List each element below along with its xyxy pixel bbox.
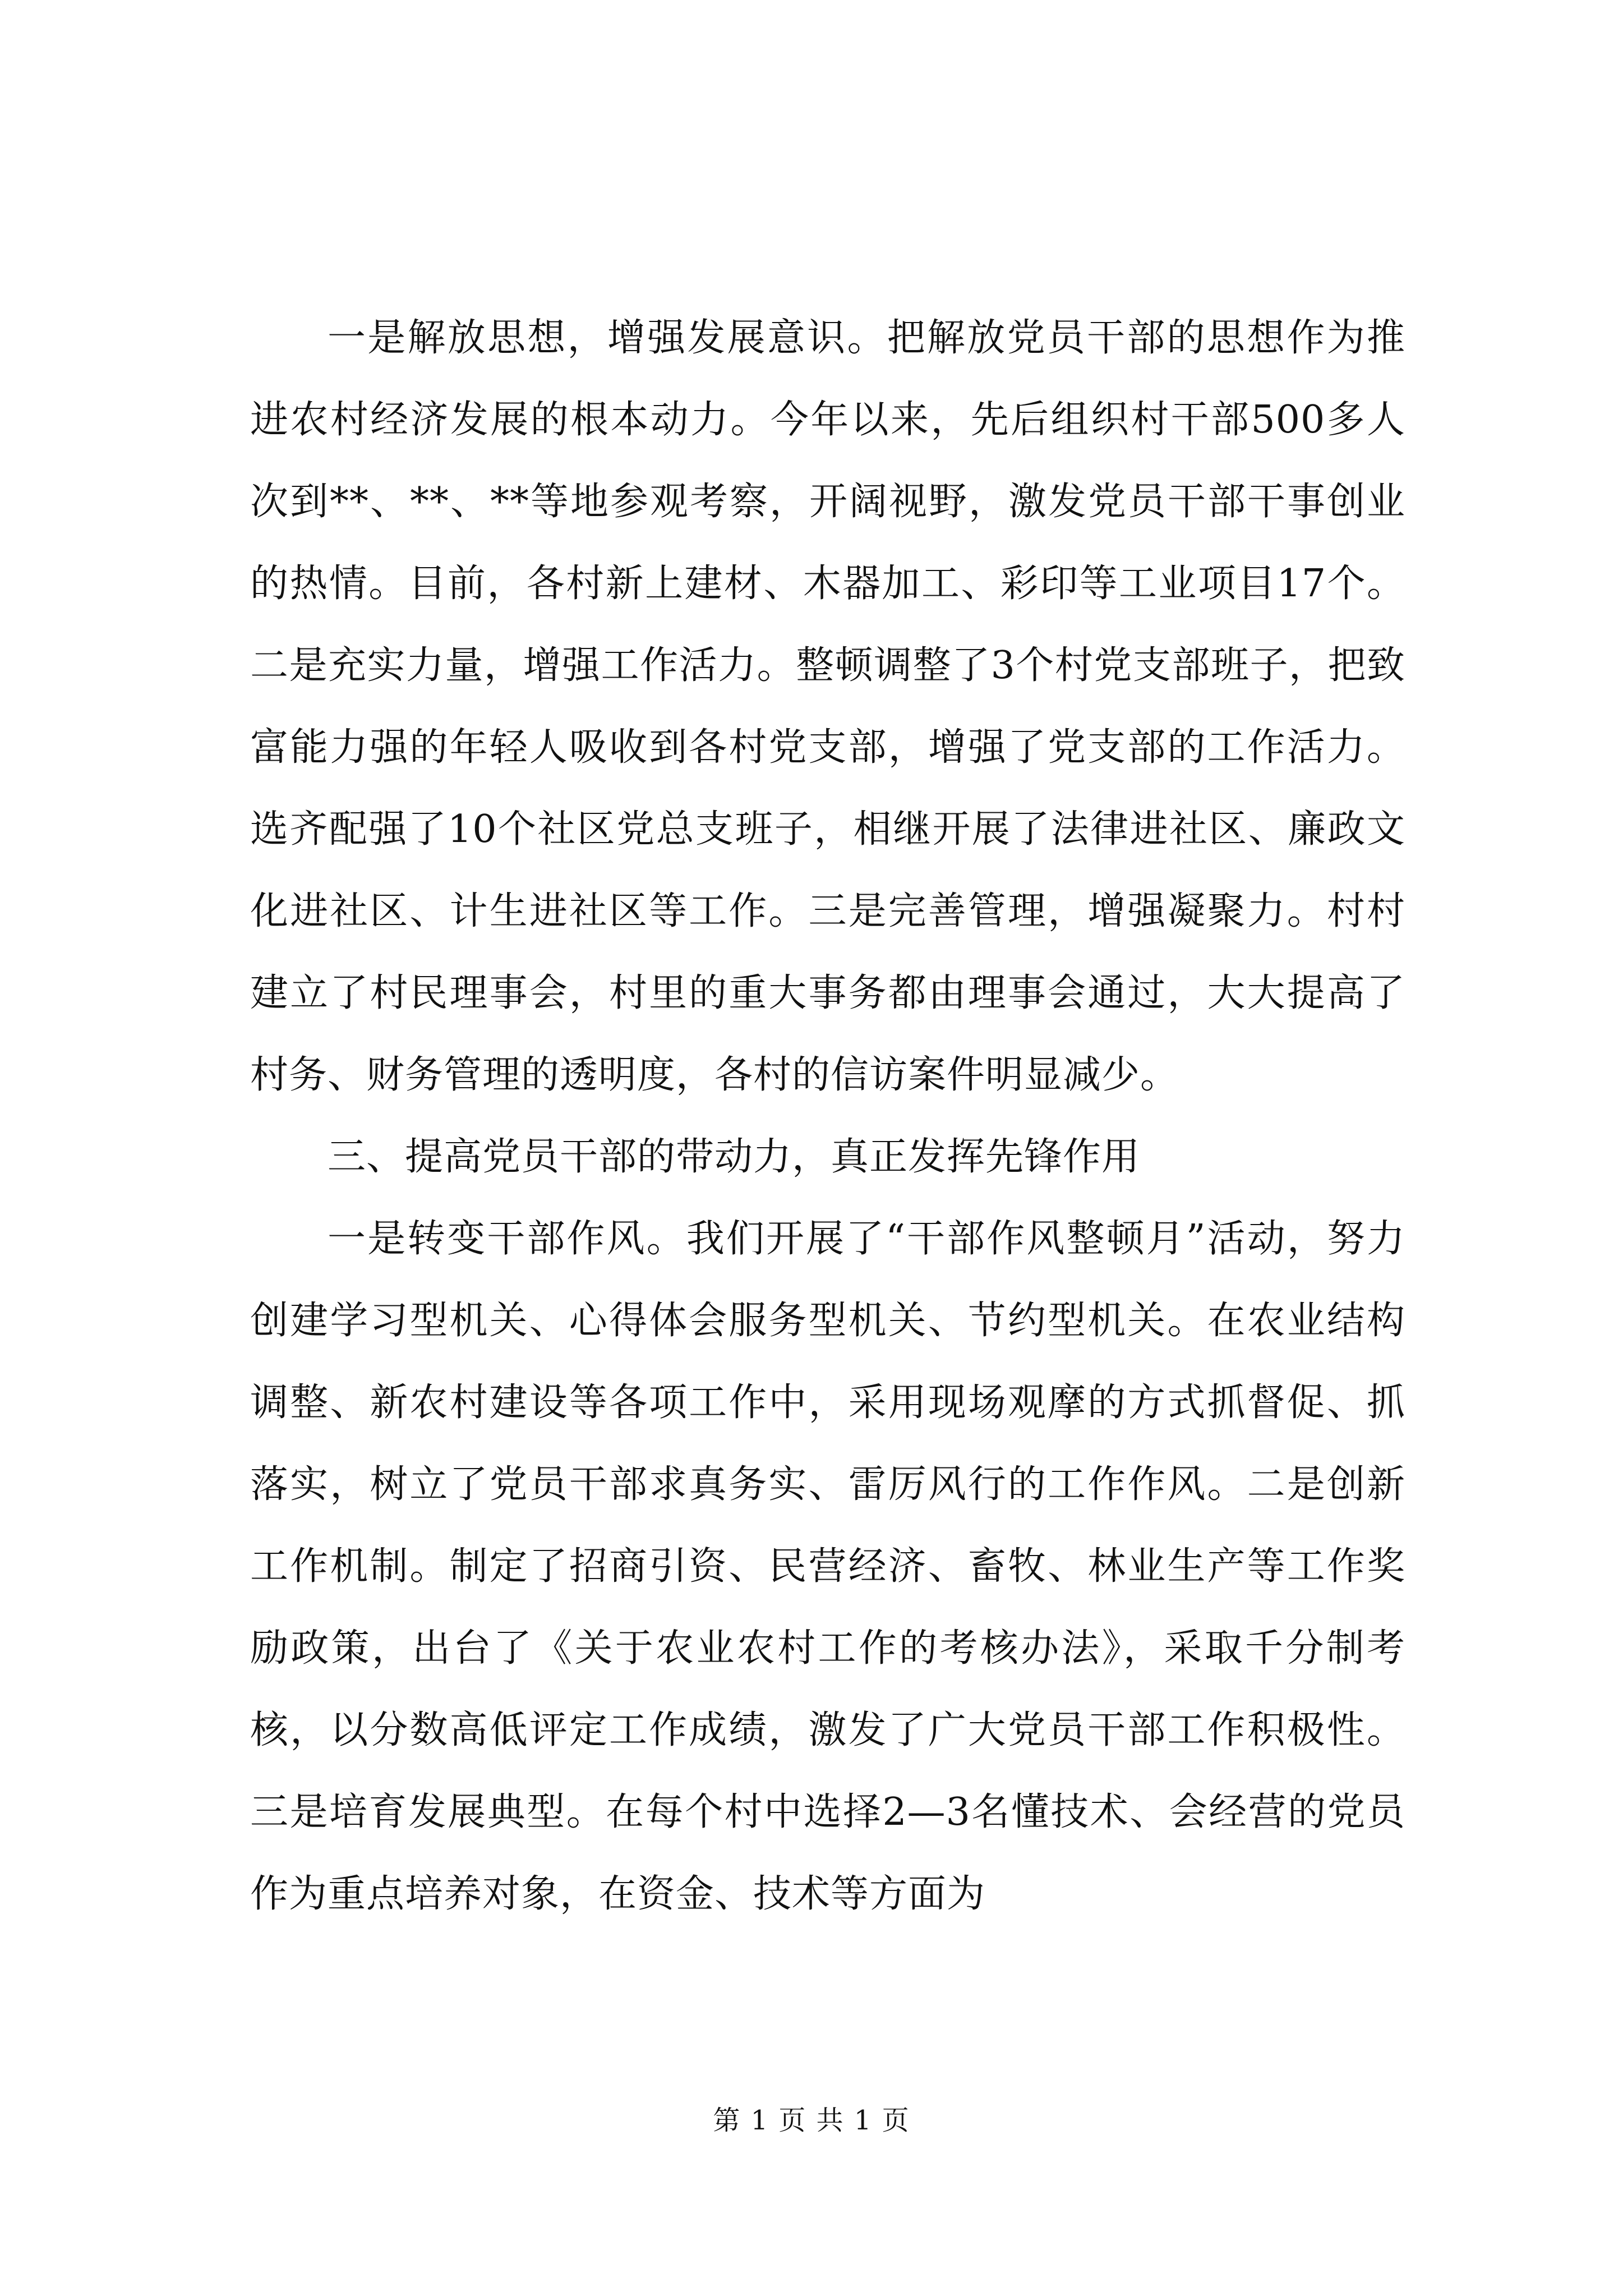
document-body (250, 297, 1405, 1935)
section-heading-three: 三、提高党员干部的带动力，真正发挥先锋作用 (328, 1135, 1141, 1179)
page-number-footer: 第 1 页 共 1 页 (713, 2105, 910, 2136)
paragraph-organization-measures: 一是解放思想，增强发展意识。把解放党员干部的思想作为推进农村经济发展的根本动力。今年以来，先后组织村干部500多人次到**、**、**等地参观考察，开阔视野，激发党员干部干事创业的热情。目前，各村新上建材、木器加工、彩印等工业项目17个。二是充实力量，增强工作活力。整顿调整了3个村党支部班子，把致富能力强的年轻人吸收到各村党支部，增强了党支部的工作活力。选齐配强了10个社区党总支班子，相继开展了法律进社区、廉政文化进社区、计生进社区等工作。三是完善管理，增强凝聚力。村村建立了村民理事会，村里的重大事务都由理事会通过，大大提高了村务、财务管理的透明度，各村的信访案件明显减少。 (250, 316, 1405, 1097)
paragraph-leadership-measures: 一是转变干部作风。我们开展了“干部作风整顿月”活动，努力创建学习型机关、心得体会服务型机关、节约型机关。在农业结构调整、新农村建设等各项工作中，采用现场观摩的方式抓督促、抓落实，树立了党员干部求真务实、雷厉风行的工作作风。二是创新工作机制。制定了招商引资、民营经济、畜牧、林业生产等工作奖励政策，出台了《关于农业农村工作的考核办法》，采取千分制考核，以分数高低评定工作成绩，激发了广大党员干部工作积极性。三是培育发展典型。在每个村中选择2—3名懂技术、会经营的党员作为重点培养对象，在资金、技术等方面为 (250, 1217, 1405, 1916)
